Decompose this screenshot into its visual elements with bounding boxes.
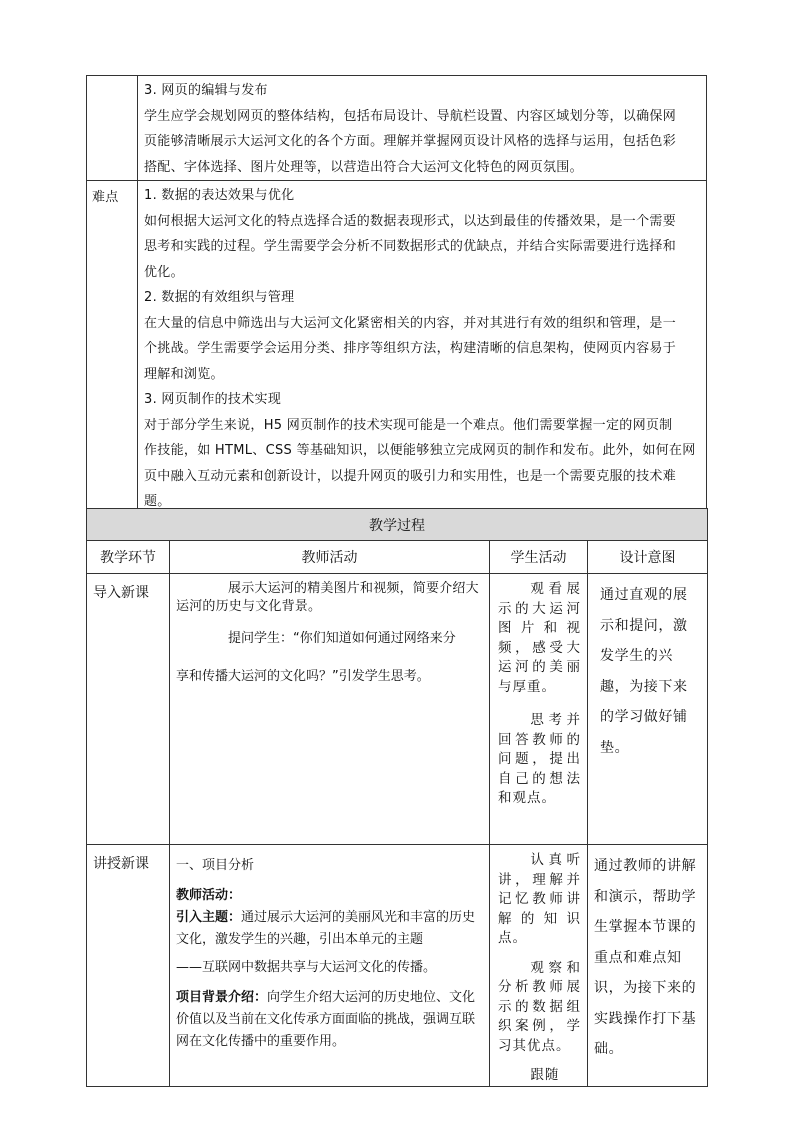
intro-tail: ——互联网中数据共享与大运河文化的传播。 [176,960,437,975]
key-difficult-points-table [86,75,707,516]
text-line: 页能够清晰展示大运河文化的各个方面。理解并掌握网页设计风格的选择与运用，包括色彩 [144,134,677,149]
text-line: 理解和浏览。 [144,366,224,382]
difficulty-label: 难点 [92,190,119,205]
text-line: 如何根据大运河文化的特点选择合适的数据表现形式，以达到最佳的传播效果，是一个需要 [144,213,677,229]
stage-cell: 导入新课 [87,574,170,845]
text-line: 个挑战。学生需要学会运用分类、排序等组织方法，构建清晰的信息架构，使网页内容易于 [144,341,677,356]
text-line: 题。 [144,494,171,509]
difficulty-content-cell [138,181,707,516]
teacher-activity-cell [170,574,490,845]
intro-title: 引入主题： [176,910,242,925]
design-intent-cell [588,574,708,845]
text-line: 3. 网页的编辑与发布 [144,83,268,98]
editing-publishing-text [144,76,700,180]
student-activity-cell [490,845,588,1087]
background-title: 项目背景介绍： [176,990,268,1005]
difficulty-label-cell [87,181,138,516]
design-intent-cell [588,845,708,1087]
text-line: 页中融入互动元素和创新设计，以提升网页的吸引力和实用性，也是一个需要克服的技术难 [144,468,677,484]
text-line: 优化。 [144,264,184,280]
text-line: 3. 网页制作的技术实现 [144,392,282,407]
text-line: 作技能，如 HTML、CSS 等基础知识，以便能够独立完成网页的制作和发布。此外，如何在网 [144,443,696,458]
text-line: 学生应学会规划网页的整体结构，包括布局设计、导航栏设置、内容区域划分等，以确保网 [144,108,677,124]
student-text: 观看展示的大运河图片和视频，感受大运河的美丽与厚重。 [498,581,581,695]
teacher-text: 展示大运河的精美图片和视频，简要介绍大运河的历史与文化背景。 [176,581,479,614]
stage-cell: 讲授新课 [87,845,170,1087]
header-stage: 教学环节 [87,541,170,574]
text-line: 搭配、字体选择、图片处理等，以营造出符合大运河文化特色的网页氛围。 [144,159,583,175]
header-teacher: 教师活动 [170,541,490,574]
text-line: 在大量的信息中筛选出与大运河文化紧密相关的内容，并对其进行有效的组织和管理，是一 [144,315,677,331]
teacher-text: 提问学生：“你们知道如何通过网络来分 [228,631,456,646]
intro-paragraph [176,907,483,951]
header-student: 学生活动 [490,541,588,574]
teacher-activity-label: 教师活动： [176,888,242,903]
background-paragraph [176,987,483,1053]
student-text: 认真听讲，理解并记忆教师讲解的知识点。 [498,852,581,946]
intro-text: 通过展示大运河的美丽风光和丰富的历史文化，激发学生的兴趣，引出本单元的主题 [176,910,476,947]
text-line: 1. 数据的表达效果与优化 [144,188,295,203]
row-label [87,76,137,80]
header-intent: 设计意图 [588,541,708,574]
table-row [87,574,708,845]
student-text: 观察和分析教师展示的数据组织案例，学习其优点。 [498,959,581,1054]
teacher-activity-cell [170,845,490,1087]
teacher-text: 享和传播大运河的文化吗？”引发学生思考。 [176,669,430,684]
table-row [87,845,708,1087]
student-text: 思考并回答教师的问题，提出自己的想法和观点。 [498,712,581,806]
editing-publishing-cell [138,76,707,181]
process-title: 教学过程 [87,509,708,541]
section-heading: 一、项目分析 [176,858,255,873]
teaching-process-table [86,508,708,1087]
student-text: 跟随 [530,1067,560,1083]
student-activity-cell [490,574,588,845]
background-text: 向学生介绍大运河的历史地位、文化价值以及当前在文化传承方面面临的挑战，强调互联网在文化传播中的重要作用。 [176,990,476,1049]
intent-text: 通过教师的讲解和演示，帮助学生掌握本节课的重点和难点知识，为接下来的实践操作打下基础。 [594,858,697,1057]
difficulty-text [144,181,700,515]
intent-text: 通过直观的展示和提问，激发学生的兴趣，为接下来的学习做好铺垫。 [600,587,688,756]
row-label-cell [87,76,138,181]
text-line: 2. 数据的有效组织与管理 [144,290,295,305]
text-line: 对于部分学生来说，H5 网页制作的技术实现可能是一个难点。他们需要掌握一定的网页制 [144,417,673,433]
text-line: 思考和实践的过程。学生需要学会分析不同数据形式的优缺点，并结合实际需要进行选择和 [144,239,677,254]
